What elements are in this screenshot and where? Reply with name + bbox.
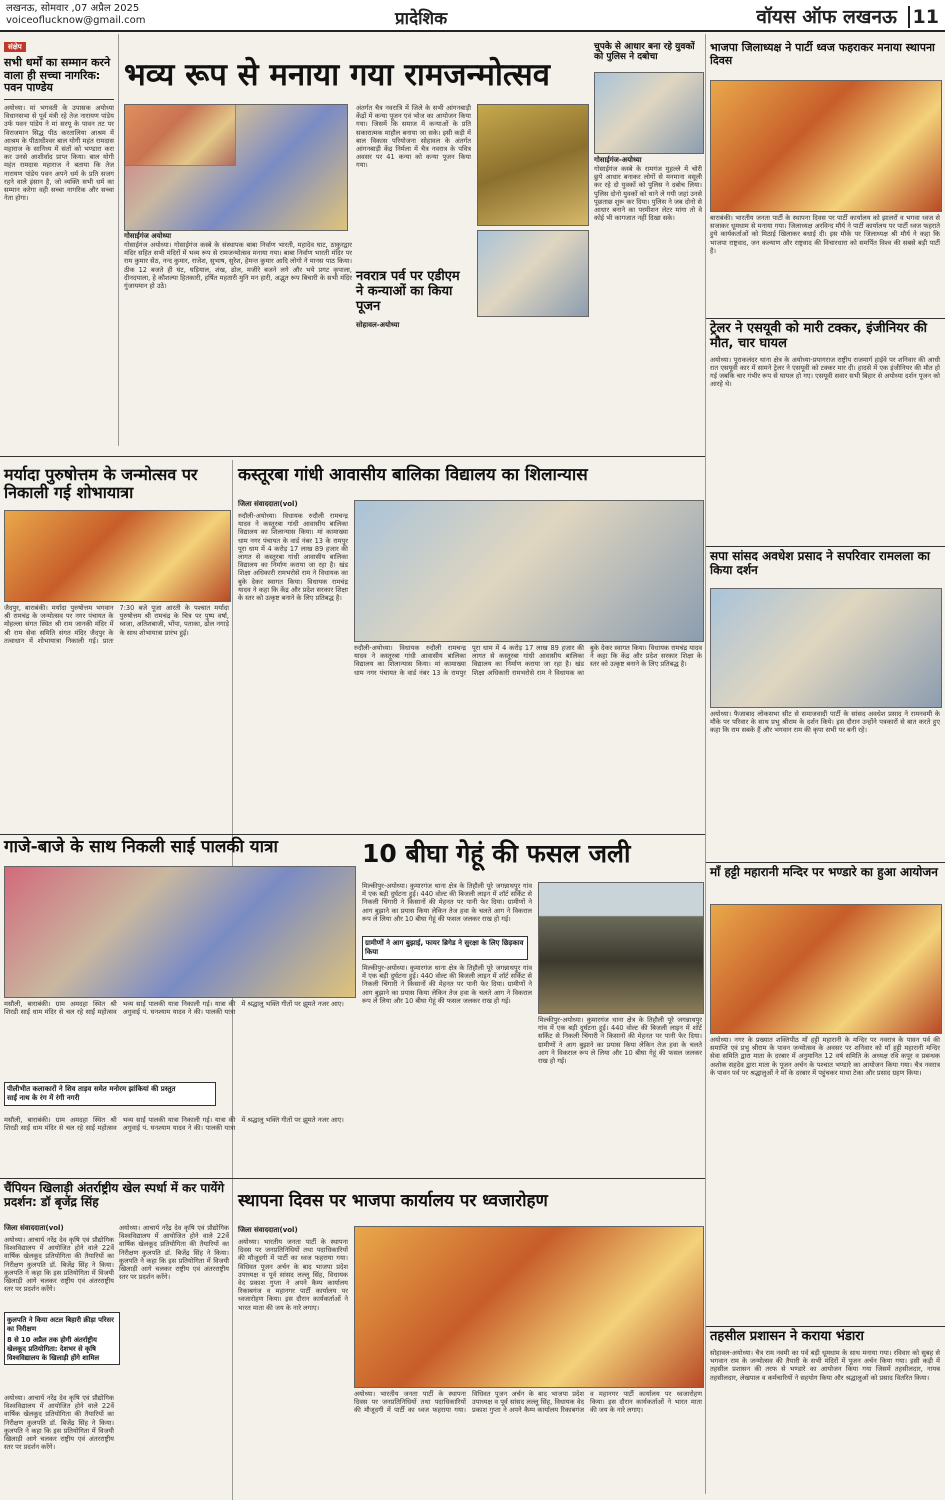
navratri-headline-box	[356, 270, 471, 330]
sai-palki-headline: गाजे-बाजे के साथ निकली साई पालकी यात्रा	[4, 837, 278, 857]
sai-palki-story	[4, 838, 354, 858]
shobhayatra-headline: मर्यादा पुरुषोत्तम के जन्मोत्सव पर निकाली गई शोभायात्रा	[4, 465, 198, 503]
divider	[706, 318, 945, 319]
champion-bullet-2: 8 से 10 अप्रैल तक होगी अंतर्राष्ट्रीय खेलकूद प्रतियोगिता: देशभर से कृषि विश्वविद्यालय के खिलाड़ी होंगे शामिल	[7, 1336, 100, 1362]
bjp-office-headline: स्थापना दिवस पर भाजपा कार्यालय पर ध्वजारोहण	[238, 1191, 548, 1211]
kgbv-photo	[354, 500, 704, 642]
wheat-fire-headline: 10 बीघा गेहूं की फसल जली	[362, 839, 631, 868]
divider	[0, 456, 705, 457]
tehsil-body: सोहावल-अयोध्या। चैत्र राम नवमी का पर्व बड़ी धूमधाम के साथ मनाया गया। रविवार को सुबह से भगवान राम के जन्मोत्सव की तैयारी के सभी मंदिरों में पूजन अर्चन किया गया। इसी कड़ी में तहसील प्रशासन की तरफ से भण्डारे का आयोजन किया गया जिसमें तहसीलदार, नायब तहसीलदार, लेखपाल व कर्मचारियों ने सहयोग किया और श्रद्धालुओं को प्रसाद वितरित किया।	[710, 1348, 940, 1382]
bjp-flag-story	[710, 42, 940, 67]
lead-caption: गोसाईगंज अयोध्या	[124, 232, 172, 240]
maa-hatti-photo	[710, 904, 942, 1034]
lead-body: गोसाईगंज अयोध्या। गोसाईगंज कस्बे के संस्थापक बाबा निर्वाण भारती, महादेव घाट, ठाकुरद्वार मंदिर सहित सभी मंदिरों में भव्य रूप से रामजन्मोत्सव मनाया गया। बाबा निर्वाण भारती मंदिर पर राम कुमार सेठ, नन्द कुमार, राजेश, सुभाष, सुरेश, हेमन्त कुमार आदि लोगो ने मानस पाठ किया। ठीक 12 बजते ही घंट, घड़ियाल, शंख, ढोल, मजीरे बजने लगे और भये प्रगट कृपाला, दीनदयाला, हे कौशल्या हितकारी, हर्षित महतारी मुनि मन हारी, अद्भुत रूप बिचारी के सभी मंदिर गुंजायमान हो उठे।	[124, 241, 352, 291]
bjp-office-photo	[354, 1226, 704, 1388]
sai-palki-photo	[4, 866, 356, 998]
champion-headline: चैंपियन खिलाड़ी अंतर्राष्ट्रीय खेल स्पर्धा में कर पायेंगे प्रदर्शन: डॉ बृजेंद्र सिंह	[4, 1181, 225, 1209]
champion-story	[4, 1182, 229, 1210]
navratri-headline: नवरात्र पर्व पर एडीएम ने कन्याओं का किया पूजन	[356, 269, 460, 314]
navratri-photo-2	[477, 230, 589, 317]
date-line	[6, 3, 145, 27]
brief-body: अयोध्या। मां भगवती के उपासक अयोध्या विधानसभा से पूर्व मंत्री रहे तेज नारायण पांडेय उर्फ पवन पांडेय ने मां सरयू के पावन तट पर विराजमान सिद्ध पीठ करतालिया आश्रम में आश्रम के पीठाधीश्वर बाल योगी महंत रामदास महाराज के सानिध्य में संतों को भण्डारा करा कर उनसे आशीर्वाद प्राप्त किया। बाल योगी महंत रामदास महाराज ने बताया कि तेज नारायण पांडेय पवन अपने धर्म के प्रति सजग रहने वाले इंसान है, जो व्यक्ति सभी धर्म का सम्मान करेगा वही सच्चा नागरिक और सच्चा नेता होगा।	[4, 103, 114, 203]
aadhaar-story	[594, 42, 702, 63]
divider	[706, 1326, 945, 1327]
kgbv-body-cont: रुदौली-अयोध्या। विधायक रुदौली रामचन्द्र यादव ने कस्तूरबा गांधी आवासीय बालिका विद्यालय का शिलान्यास किया। मां कामाख्या धाम नगर पंचायत के वार्ड नंबर 13 के रामपुर पूरा धाम में 4 करोड़ 17 लाख 89 हजार की लागत से कस्तूरबा गांधी आवासीय बालिका विद्यालय का निर्माण कराया जा रहा है। खंड शिक्षा अधिकारी रामभरोसे राम ने विधायक का बुके देकर स्वागत किया। विधायक रामचंद्र यादव ने कहा कि केंद्र और प्रदेश सरकार शिक्षा के स्तर को उत्कृष्ट बनाने के लिए प्रतिबद्ध है।	[354, 644, 702, 677]
wheat-fire-story	[362, 840, 702, 869]
section-name: प्रादेशिक	[395, 9, 448, 29]
trailer-story	[710, 322, 940, 526]
bjp-office-body-cont: अयोध्या। भारतीय जनता पार्टी के स्थापना दिवस पर जनप्रतिनिधियों तथा पदाधिकारियों की मौजूदगी में पार्टी का ध्वज फहराया गया। विधिवत पूजन अर्चन के बाद भाजपा प्रदेश उपाध्यक्ष व पूर्व सांसद लल्लू सिंह, विधायक वेद प्रकाश गुप्ता ने अपने कैम्प कार्यालय रिकाबगंज व महानगर पार्टी कार्यालय पर ध्वजारोहण किया। इस दौरान कार्यकर्ताओं ने भारत माता की जय के नारे लगाए।	[354, 1390, 702, 1415]
maa-hatti-headline: माँ हट्टी महारानी मन्दिर पर भण्डारे का हुआ आयोजन	[710, 865, 938, 879]
navratri-body: अंतर्गत चैत्र नवरात्रि में जिले के सभी आंगनबाड़ी केंद्रों में कन्या पूजन एवं भोज का आयोजन किया गया। जिसमें कि समाज में कन्याओं के प्रति सकारात्मक माहौल बनाया जा सके। इसी कड़ी में बाल विकास परियोजना सोहावल के अंतर्गत आंगनबाड़ी केंद्र निर्मला में चैत्र नवरात्र के पवित्र अवसर पर 41 कन्या को कन्या पूजन किया गया।	[356, 104, 471, 170]
bjp-office-body: अयोध्या। भारतीय जनता पार्टी के स्थापना दिवस पर जनप्रतिनिधियों तथा पदाधिकारियों की मौजूदगी में पार्टी का ध्वज फहराया गया। विधिवत पूजन अर्चन के बाद भाजपा प्रदेश उपाध्यक्ष व पूर्व सांसद लल्लू सिंह, विधायक वेद प्रकाश गुप्ता ने अपने कैम्प कार्यालय रिकाबगंज व महानगर पार्टी कार्यालय पर ध्वजारोहण किया। इस दौरान कार्यकर्ताओं ने भारत माता की जय के नारे लगाए।	[238, 1238, 348, 1312]
tehsil-story	[710, 1330, 940, 1494]
aadhaar-text	[594, 156, 702, 455]
sai-palki-bullets	[4, 1082, 216, 1106]
wheat-fire-body: मिल्कीपुर-अयोध्या। कुमारगंज थाना क्षेत्र के तिहौली पूरे जगन्नाथपुर गांव में एक बड़ी दुर्घटना हुई। 440 वोल्ट की बिजली लाइन में शॉर्ट सर्किट से निकली चिंगारी ने किसानों की मेहनत पर पानी फेर दिया। ग्रामीणों ने आग बुझाने का प्रयास किया लेकिन तेज हवा के चलते आग ने विकराल रूप ले लिया और 10 बीघा गेहूं की फसल जलकर राख हो गई।	[362, 882, 532, 923]
navratri-dateline: सोहावल-अयोध्या	[356, 320, 400, 329]
page-number: 11	[908, 6, 939, 28]
aadhaar-body: गोसाईगंज कस्बे के रामगंज मुहल्ले में चोरी छुपे आधार बनाकर लोगों से मनमाना वसूली कर रहे दो युवकों को पुलिस ने दबोच लिया। पुलिस दोनो युवकों को थाने ले गयी जहां उनसे पूछताछ शुरू कर दिया। पुलिस ने जब दोनो से आधार बनाने का परमीशन लेटर मांगा तो वे कोई भी कागजात नहीं दिखा सके।	[594, 165, 702, 223]
bjp-office-byline: जिला संवाददाता(vol)	[238, 1226, 298, 1234]
bjp-flag-photo	[710, 80, 942, 212]
trailer-body: अयोध्या। पूराकलंदर थाना क्षेत्र के अयोध्या-प्रयागराज राष्ट्रीय राजमार्ग हाईवे पर शनिवार की आधी रात एसयूवी कार में सामने ट्रेलर ने एसयूवी को टक्कर मार दी। हादसे में एक इंजीनियर की मौत हो गई जबकि चार गंभीर रूप से घायल हो गए। एसयूवी सवार सभी बिहार से अयोध्या दर्शन पूजन को आरहे थे।	[710, 355, 940, 389]
masthead	[0, 0, 945, 32]
mp-darshan-body: अयोध्या। फैजाबाद लोकसभा सीट से समाजवादी पार्टी के सांसद अवधेश प्रसाद ने रामनवमी के मौके पर परिवार के साथ प्रभु श्रीराम के दर्शन किये। इस दौरान उन्होंने पत्रकारों से बात करते हुए कहा कि राम सबके हैं और भगवान राम की कृपा सभी पर बनी रहे।	[710, 710, 940, 735]
champion-body: अयोध्या। आचार्य नरेंद्र देव कृषि एवं प्रौद्योगिक विश्वविद्यालय में आयोजित होने वाले 22वें वार्षिक खेलकूद प्रतियोगिता की तैयारियों का निरीक्षण कुलपति डॉ. बिजेंद्र सिंह ने किया। कुलपति ने कहा कि इस प्रतियोगिता में विजयी खिलाड़ी आगे चलकर राष्ट्रीय एवं अंतरराष्ट्रीय स्तर पर प्रदर्शन करेंगे।	[4, 1236, 114, 1294]
shobhayatra-body: जैदपुर, बाराबंकी। मर्यादा पुरुषोत्तम भगवान श्री रामचंद्र के जन्मोत्सव पर नगर पंचायत के मोहल्ला संगत स्थित श्री राम जानकी मंदिर में श्री राम सेवा समिति संगत मंदिर जैदपुर के तत्वाधान में शोभायात्रा निकाली गई। प्रातः 7:30 बजे पूजा आरती के पश्चात मर्यादा पुरुषोत्तम श्री रामचंद्र के चित्र पर पुष्प वर्षा, ध्वजा, अतिशबाजी, भोंपा, पताका, ढोल नगाड़े के साथ शोभायात्रा प्रारंभ हुई।	[4, 604, 229, 645]
kgbv-story	[238, 466, 702, 486]
email-text: voiceoflucknow@gmail.com	[6, 15, 146, 26]
divider	[706, 862, 945, 863]
aadhaar-photo	[594, 72, 704, 154]
tehsil-headline: तहसील प्रशासन ने कराया भंडारा	[710, 1329, 864, 1344]
mp-darshan-headline: सपा सांसद अवधेश प्रसाद ने सपरिवार रामलला का किया दर्शन	[710, 549, 930, 577]
wheat-fire-photo	[538, 882, 704, 1014]
column-rule	[705, 34, 706, 1494]
column-rule	[118, 34, 119, 446]
divider	[0, 834, 705, 835]
paper-title: वॉयस ऑफ लखनऊ	[756, 6, 897, 28]
divider	[4, 99, 114, 100]
sai-bullet-1: पीलीभीत कलाकारों ने शिव ताड़व समेत मनोरम झांकियां की प्रस्तुत	[7, 1085, 176, 1093]
lead-story	[124, 58, 584, 94]
kgbv-body: रुदौली-अयोध्या। विधायक रुदौली रामचन्द्र यादव ने कस्तूरबा गांधी आवासीय बालिका विद्यालय का शिलान्यास किया। मां कामाख्या धाम नगर पंचायत के वार्ड नंबर 13 के रामपुर पूरा धाम में 4 करोड़ 17 लाख 89 हजार की लागत से कस्तूरबा गांधी आवासीय बालिका विद्यालय का निर्माण कराया जा रहा है। खंड शिक्षा अधिकारी रामभरोसे राम ने विधायक का बुके देकर स्वागत किया। विधायक रामचंद्र यादव ने कहा कि केंद्र और प्रदेश सरकार शिक्षा के स्तर को उत्कृष्ट बनाने के लिए प्रतिबद्ध है।	[238, 512, 348, 603]
champion-bullets	[4, 1312, 120, 1365]
navratri-photo	[477, 104, 589, 226]
bjp-office-story	[238, 1192, 702, 1212]
shobhayatra-story	[4, 466, 229, 503]
sai-palki-body: मसौली, बाराबंकी। ग्राम अमदहा स्थित श्री शिरडी साईं धाम मंदिर से चल रहे साईं महोत्सव भव्य साईं पालकी यात्रा निकाली गई। यात्रा की अगुवाई पं. घनश्याम यादव ने की। पालकी यात्रा में श्रद्धालु भक्ति गीतों पर झूमते नजर आए।	[4, 1000, 344, 1017]
wheat-fire-body-3: मिल्कीपुर-अयोध्या। कुमारगंज थाना क्षेत्र के तिहौली पूरे जगन्नाथपुर गांव में एक बड़ी दुर्घटना हुई। 440 वोल्ट की बिजली लाइन में शॉर्ट सर्किट से निकली चिंगारी ने किसानों की मेहनत पर पानी फेर दिया। ग्रामीणों ने आग बुझाने का प्रयास किया लेकिन तेज हवा के चलते आग ने विकराल रूप ले लिया और 10 बीघा गेहूं की फसल जलकर राख हो गई।	[538, 1016, 702, 1066]
champion-bullet-1: कुलपति ने किया अटल बिहारी क्रीड़ा परिसर का निरीक्षण	[7, 1316, 114, 1333]
trailer-headline: ट्रेलर ने एसयूवी को मारी टक्कर, इंजीनियर की मौत, चार घायल	[710, 321, 927, 351]
kgbv-byline: जिला संवाददाता(vol)	[238, 500, 298, 508]
divider	[706, 546, 945, 547]
bjp-flag-headline: भाजपा जिलाध्यक्ष ने पार्टी ध्वज फहराकर मनाया स्थापना दिवस	[710, 41, 935, 67]
lead-headline: भव्य रूप से मनाया गया रामजन्मोत्सव	[124, 57, 550, 93]
maa-hatti-story	[710, 866, 940, 880]
brief-section	[4, 34, 114, 404]
kgbv-headline: कस्तूरबा गांधी आवासीय बालिका विद्यालय का शिलान्यास	[238, 465, 588, 485]
lead-photo-overlay	[124, 104, 236, 166]
wheat-fire-callout-text: ग्रामीणों ने आग बुझाई, फायर ब्रिगेड ने सुरक्षा के लिए छिड़काव किया	[365, 939, 524, 956]
aadhaar-caption: गोसाईगंज-अयोध्या	[594, 156, 642, 164]
champion-body-3: अयोध्या। आचार्य नरेंद्र देव कृषि एवं प्रौद्योगिक विश्वविद्यालय में आयोजित होने वाले 22वें वार्षिक खेलकूद प्रतियोगिता की तैयारियों का निरीक्षण कुलपति डॉ. बिजेंद्र सिंह ने किया। कुलपति ने कहा कि इस प्रतियोगिता में विजयी खिलाड़ी आगे चलकर राष्ट्रीय एवं अंतरराष्ट्रीय स्तर पर प्रदर्शन करेंगे।	[119, 1224, 229, 1282]
navratri-left	[356, 104, 471, 266]
paper-name	[756, 3, 939, 29]
brief-headline: सभी धर्मों का सम्मान करने वाला ही सच्चा नागरिक: पवन पाण्डेय	[4, 56, 111, 95]
aadhaar-headline: चुपके से आधार बना रहे युवकों को पुलिस ने दबोचा	[594, 42, 695, 63]
lead-text-wrap	[124, 232, 352, 381]
wheat-fire-callout	[362, 936, 528, 960]
champion-body-2: अयोध्या। आचार्य नरेंद्र देव कृषि एवं प्रौद्योगिक विश्वविद्यालय में आयोजित होने वाले 22वें वार्षिक खेलकूद प्रतियोगिता की तैयारियों का निरीक्षण कुलपति डॉ. बिजेंद्र सिंह ने किया। कुलपति ने कहा कि इस प्रतियोगिता में विजयी खिलाड़ी आगे चलकर राष्ट्रीय एवं अंतरराष्ट्रीय स्तर पर प्रदर्शन करेंगे।	[4, 1394, 114, 1452]
wheat-fire-body-2: मिल्कीपुर-अयोध्या। कुमारगंज थाना क्षेत्र के तिहौली पूरे जगन्नाथपुर गांव में एक बड़ी दुर्घटना हुई। 440 वोल्ट की बिजली लाइन में शॉर्ट सर्किट से निकली चिंगारी ने किसानों की मेहनत पर पानी फेर दिया। ग्रामीणों ने आग बुझाने का प्रयास किया लेकिन तेज हवा के चलते आग ने विकराल रूप ले लिया और 10 बीघा गेहूं की फसल जलकर राख हो गई।	[362, 964, 532, 1005]
mp-darshan-story	[710, 550, 940, 578]
mp-darshan-photo	[710, 588, 942, 708]
sai-bullet-2: साईं नाथ के रंग में रंगी नगरी	[7, 1094, 80, 1102]
champion-byline: जिला संवाददाता(vol)	[4, 1224, 64, 1232]
shobhayatra-photo	[4, 510, 231, 602]
date-text: लखनऊ, सोमवार ,07 अप्रैल 2025	[6, 3, 140, 14]
bjp-flag-body: बाराबंकी। भारतीय जनता पार्टी के स्थापना दिवस पर पार्टी कार्यालय को झालरों व भगवा ध्वज से सजाकर धूमधाम से मनाया गया। जिलाध्यक्ष अरविन्द मौर्य ने पार्टी कार्यालय पर पार्टी ध्वज फहराते हुये कार्यकर्ताओं को मिठाई खिलाकर बधाई दी। इस मौके पर जिलाध्यक्ष श्री मौर्य ने कहा कि भाजपा राष्ट्रवाद, जन कल्याण और राष्ट्रवाद की विचारधारा को समर्पित विश्व की सबसे बड़ी पार्टी है।	[710, 214, 940, 255]
maa-hatti-body: अयोध्या। नगर के प्रख्यात शक्तिपीठ माँ हट्टी महारानी के मन्दिर पर नवरात्र के पावन पर्व की समाप्ति एवं प्रभु श्रीराम के पावन जन्मोत्सव के अवसर पर शनिवार को माँ हट्टी महारानी मन्दिर सेवा समिति द्वारा माता के दरबार में अनुमानित 12 वर्ष समिति के अध्यक्ष रवि कपूर व प्रबन्धक अशोक सहदेव द्वारा माता के पूजन अर्चन के पश्चात भण्डारे का आयोजन किया गया। चैत्र नवरात्र के पावन पर्व पर श्रद्धालुओं ने माँ के दरबार में पहुंचकर माथा टेका और प्रसाद ग्रहण किया।	[710, 1036, 940, 1077]
brief-tag: संक्षेप	[4, 42, 26, 52]
divider	[0, 1178, 705, 1179]
sai-palki-body-cont: मसौली, बाराबंकी। ग्राम अमदहा स्थित श्री शिरडी साईं धाम मंदिर से चल रहे साईं महोत्सव भव्य साईं पालकी यात्रा निकाली गई। यात्रा की अगुवाई पं. घनश्याम यादव ने की। पालकी यात्रा में श्रद्धालु भक्ति गीतों पर झूमते नजर आए।	[4, 1116, 344, 1133]
